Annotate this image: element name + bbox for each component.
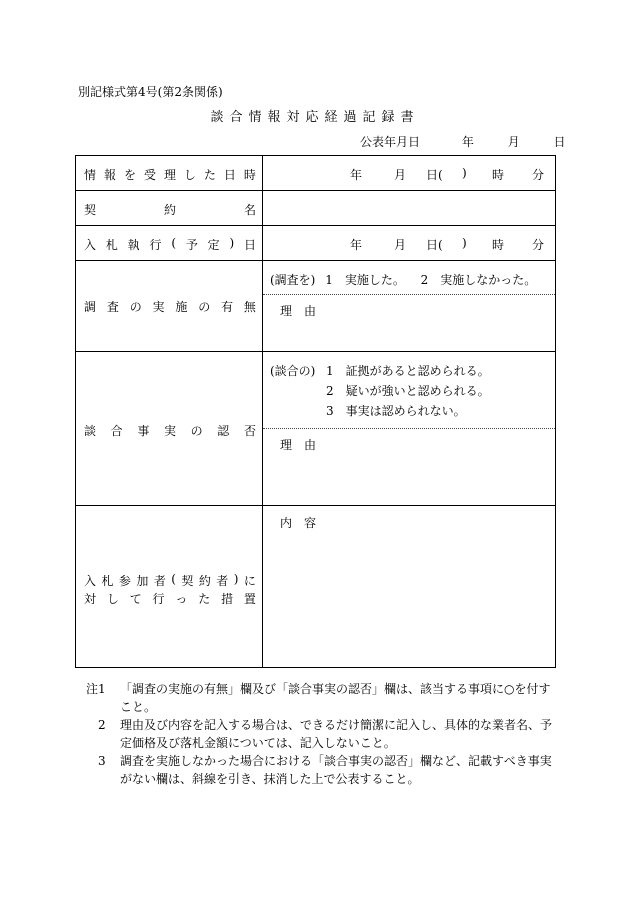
investigation-option-1[interactable]: 1 実施した。 <box>325 273 405 287</box>
notes-prefix: 注 <box>86 682 99 696</box>
investigation-prefix: (調査を) <box>270 273 316 287</box>
publication-date <box>360 133 566 150</box>
investigation-option-2[interactable]: 2 実施しなかった。 <box>420 273 537 287</box>
investigation-reason-label: 理 由 <box>280 304 317 318</box>
note-text: 「調査の実施の有無」欄及び「談合事実の認否」欄は、該当する事項に○を付すこと。 <box>120 682 551 714</box>
note-3 <box>86 752 556 788</box>
receipt-hour: 時 <box>492 168 505 182</box>
notes-section <box>86 680 556 788</box>
bid-day: 日( <box>426 238 443 252</box>
label-receipt-datetime: 情 報 を 受 理 し た 日 時 <box>84 168 256 182</box>
note-number: 3 <box>98 754 106 768</box>
dotted-divider <box>263 294 555 295</box>
row-divider <box>76 260 555 261</box>
column-divider <box>262 156 263 667</box>
contract-name-field[interactable] <box>263 191 555 225</box>
row-divider <box>76 505 555 506</box>
label-measures-line2: 対 し て 行 っ た 措 置 <box>84 592 256 606</box>
note-text: 調査を実施しなかった場合における「談合事実の認否」欄など、記載すべき事実がない欄は、斜線を引き、抹消した上で公表すること。 <box>120 754 552 786</box>
form-reference: 別記様式第4号(第2条関係) <box>78 85 223 99</box>
note-number: 2 <box>98 718 106 732</box>
collusion-reason-label: 理 由 <box>280 438 317 452</box>
collusion-option-3[interactable]: 3 事実は認められない。 <box>326 404 466 418</box>
record-table <box>75 155 556 668</box>
publication-month: 月 <box>507 135 520 149</box>
receipt-year: 年 <box>350 168 363 182</box>
investigation-options[interactable] <box>270 271 536 288</box>
note-2 <box>86 716 556 752</box>
document-title: 談合情報対応経過記録書 <box>210 110 420 125</box>
row-divider <box>76 225 555 226</box>
measures-content-label: 内 容 <box>280 516 317 530</box>
label-contract-name: 契 約 名 <box>84 203 256 217</box>
label-collusion: 談 合 事 実 の 認 否 <box>84 424 256 438</box>
collusion-option-1[interactable]: 1 証拠があると認められる。 <box>326 364 490 378</box>
receipt-paren-close: ) <box>462 166 467 180</box>
bid-month: 月 <box>394 238 407 252</box>
bid-minute: 分 <box>532 238 545 252</box>
receipt-month: 月 <box>394 168 407 182</box>
receipt-day: 日( <box>426 168 443 182</box>
publication-year: 年 <box>461 135 474 149</box>
bid-year: 年 <box>350 238 363 252</box>
note-number: 1 <box>98 682 106 696</box>
note-1 <box>86 680 556 716</box>
publication-day: 日 <box>553 135 566 149</box>
note-text: 理由及び内容を記入する場合は、できるだけ簡潔に記入し、具体的な業者名、予定価格及び落札金額については、記入しないこと。 <box>120 718 553 750</box>
collusion-option-2[interactable]: 2 疑いが強いと認められる。 <box>326 384 490 398</box>
receipt-minute: 分 <box>532 168 545 182</box>
publication-date-label: 公表年月日 <box>360 135 421 149</box>
dotted-divider <box>263 428 555 429</box>
label-measures-line1: 入 札 参 加 者 ( 契 約 者 ) に <box>84 572 256 588</box>
row-divider <box>76 351 555 352</box>
bid-paren-close: ) <box>462 236 467 250</box>
label-bid-date: 入 札 執 行 ( 予 定 ) 日 <box>84 236 256 252</box>
collusion-prefix: (談合の) <box>270 364 316 378</box>
label-investigation: 調 査 の 実 施 の 有 無 <box>84 300 256 314</box>
bid-hour: 時 <box>492 238 505 252</box>
